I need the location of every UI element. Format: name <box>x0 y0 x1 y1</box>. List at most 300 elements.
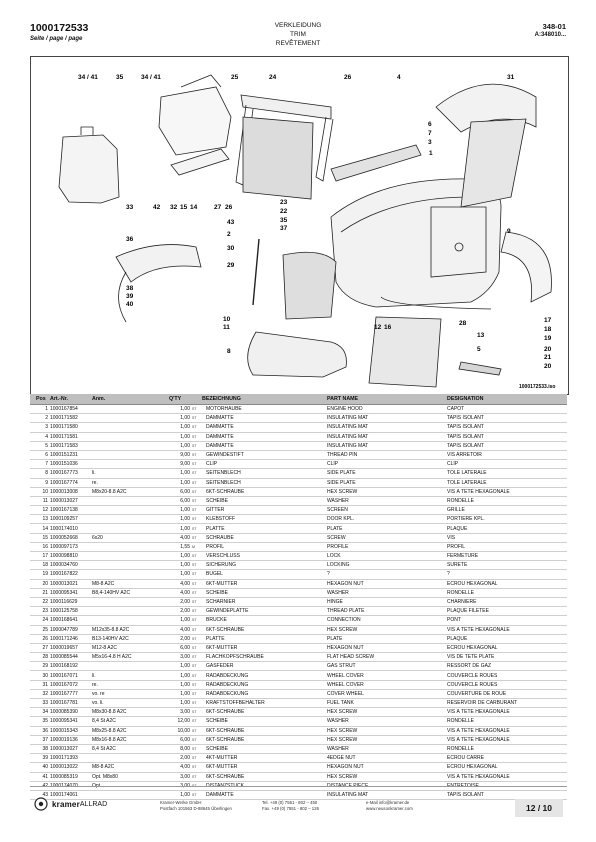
table-row <box>30 570 567 579</box>
cell-anm: M8-8 A2C <box>92 580 115 587</box>
brand-suffix: ALLRAD <box>79 800 108 808</box>
cell-pos: 21 <box>42 589 48 596</box>
cell-des: PONT <box>447 617 461 624</box>
cell-pos: 6 <box>45 452 48 459</box>
callout: 27 <box>214 204 222 211</box>
cell-qty: 2,00 <box>180 755 190 762</box>
cell-art: 1000034760 <box>50 562 78 569</box>
cell-art: 1000013008 <box>50 488 78 495</box>
cell-anm: M12x35-8.8 A2C <box>92 626 130 633</box>
cell-des: RÉSERVOIR DE CARBURANT <box>447 700 518 707</box>
serial-reference: A:348010... <box>534 32 566 38</box>
cell-anm: M8x30-8.8 A2C <box>92 709 127 716</box>
cell-qty: 1,00 <box>180 663 190 670</box>
callout: 3 <box>428 139 432 146</box>
callout: 17 <box>544 317 552 324</box>
table-body <box>30 405 567 800</box>
cell-unit: ST <box>192 407 197 412</box>
cell-qty: 3,00 <box>180 773 190 780</box>
callout: 10 <box>223 316 231 323</box>
cell-qty: 10,00 <box>177 727 190 734</box>
cell-art: 1000167854 <box>50 406 78 413</box>
cell-bez: 4KT-MUTTER <box>206 755 238 762</box>
cell-des: ÉCROU CARRÉ <box>447 755 484 762</box>
callout: 25 <box>231 74 239 81</box>
cell-part: HEX SCREW <box>327 736 358 743</box>
callout: 23 <box>280 199 288 206</box>
cell-des: RONDELLE <box>447 718 474 725</box>
cell-part: INSULATING MAT <box>327 424 369 431</box>
cell-unit: ST <box>192 517 197 522</box>
table-row <box>30 552 567 561</box>
cell-art: 1000174070 <box>50 782 78 789</box>
cell-pos: 22 <box>42 599 48 606</box>
cell-unit: ST <box>192 774 197 779</box>
callout: 1 <box>429 150 433 157</box>
cell-qty: 4,00 <box>180 534 190 541</box>
callout: 22 <box>280 208 288 215</box>
cell-bez: PLATTE <box>206 635 225 642</box>
cell-unit: ST <box>192 480 197 485</box>
cell-art: 1000174061 <box>50 791 78 798</box>
cell-unit: ST <box>192 701 197 706</box>
table-row <box>30 708 567 717</box>
cell-qty: 6,00 <box>180 736 190 743</box>
exploded-view-drawing <box>30 56 569 395</box>
table-row <box>30 626 567 635</box>
cell-des: VIS DE TÊTE PLATE <box>447 654 495 661</box>
cell-anm: 8,4 St A2C <box>92 718 116 725</box>
cell-unit: ST <box>192 600 197 605</box>
cell-unit: ST <box>192 554 197 559</box>
cell-bez: MOTORHAUBE <box>206 406 242 413</box>
cell-qty: 6,00 <box>180 497 190 504</box>
exploded-view-svg <box>31 57 568 394</box>
cell-qty: 1,00 <box>180 617 190 624</box>
callout: 8 <box>227 348 231 355</box>
callout: 42 <box>153 204 161 211</box>
cell-art: 1000097173 <box>50 543 78 550</box>
cell-art: 1000167774 <box>50 479 78 486</box>
cell-part: HEX SCREW <box>327 727 358 734</box>
cell-des: RONDELLE <box>447 746 474 753</box>
parts-table <box>30 394 567 800</box>
callout: 16 <box>384 324 392 331</box>
cell-anm: M8x20-8.8 A2C <box>92 488 127 495</box>
cell-unit: ST <box>192 609 197 614</box>
cell-unit: ST <box>192 563 197 568</box>
cell-unit: ST <box>192 719 197 724</box>
right-side-plate-shape <box>501 232 551 302</box>
cell-anm: 6x20 <box>92 534 103 541</box>
cell-part: SIDE PLATE <box>327 470 356 477</box>
cell-qty: 8,00 <box>180 746 190 753</box>
cell-part: WASHER <box>327 497 349 504</box>
cell-part: COVER WHEEL <box>327 690 364 697</box>
cell-part: GAS STRUT <box>327 663 356 670</box>
table-row <box>30 763 567 772</box>
cell-bez: BRÜCKE <box>206 617 227 624</box>
cell-des: ENTRETOISE <box>447 782 479 789</box>
cell-qty: 1,00 <box>180 690 190 697</box>
cell-unit: ST <box>192 618 197 623</box>
cell-bez: 6KT-SCHRAUBE <box>206 736 245 743</box>
cell-part: HEX SCREW <box>327 773 358 780</box>
cell-unit: ST <box>192 627 197 632</box>
cell-art: 1000125758 <box>50 608 78 615</box>
cell-unit: ST <box>192 636 197 641</box>
cell-art: 1000052668 <box>50 534 78 541</box>
cell-art: 1000019657 <box>50 644 78 651</box>
cell-des: PORTIÈRE KPL. <box>447 516 485 523</box>
cell-art: 1000168192 <box>50 663 78 670</box>
cell-qty: 1,00 <box>180 406 190 413</box>
fuel-tank-shape <box>59 135 119 203</box>
callout: 29 <box>227 262 235 269</box>
callout: 24 <box>269 74 277 81</box>
cell-pos: 28 <box>42 654 48 661</box>
cell-qty: 1,00 <box>180 470 190 477</box>
cell-anm: re. <box>92 681 98 688</box>
table-row <box>30 451 567 460</box>
title-de: VERKLEIDUNG <box>274 22 322 29</box>
cell-art: 1000171582 <box>50 415 78 422</box>
cell-bez: VERSCHLUSS <box>206 553 240 560</box>
cell-unit: ST <box>192 462 197 467</box>
table-row <box>30 653 567 662</box>
callout: 32 <box>170 204 178 211</box>
cell-bez: DÄMMATTE <box>206 791 234 798</box>
cell-part: HEX SCREW <box>327 626 358 633</box>
brand-circle-icon <box>34 797 48 811</box>
cell-des: TAPIS ISOLANT <box>447 433 484 440</box>
callout: 35 <box>280 217 288 224</box>
cell-bez: BÜGEL <box>206 571 223 578</box>
cell-des: VIS À TÊTE HEXAGONALE <box>447 727 510 734</box>
company-web <box>366 800 413 812</box>
cell-part: LOCK <box>327 553 341 560</box>
cell-qty: 2,00 <box>180 635 190 642</box>
cell-pos: 25 <box>42 626 48 633</box>
cell-bez: DÄMMATTE <box>206 433 234 440</box>
left-wheel-cover-shape <box>116 245 201 282</box>
callout: 33 <box>126 204 134 211</box>
cell-pos: 30 <box>42 672 48 679</box>
table-row <box>30 506 567 515</box>
table-row <box>30 433 567 442</box>
cell-des: RESSORT DE GAZ <box>447 663 491 670</box>
cell-anm: B13-140HV A2C <box>92 635 129 642</box>
cell-part: FUEL TANK <box>327 700 354 707</box>
cell-qty: 3,00 <box>180 654 190 661</box>
callout: 31 <box>507 74 515 81</box>
telephone: Tel. +49 (0) 7551 - 802 – 450 <box>262 800 318 805</box>
cell-unit: ST <box>192 756 197 761</box>
cell-pos: 20 <box>42 580 48 587</box>
cell-part: LOCKING <box>327 562 350 569</box>
cell-bez: FLACHKOPFSCHRAUBE <box>206 654 264 661</box>
cell-qty: 2,00 <box>180 599 190 606</box>
cell-bez: KRAFTSTOFFBEHÄLTER <box>206 700 265 707</box>
cell-bez: RADABDECKUNG <box>206 690 249 697</box>
table-row <box>30 534 567 543</box>
cell-part: THREAD PIN <box>327 452 358 459</box>
cell-qty: 3,00 <box>180 709 190 716</box>
cell-bez: SCHEIBE <box>206 746 228 753</box>
header-pos: Pos <box>36 396 46 402</box>
cell-art: 1000167773 <box>50 470 78 477</box>
cell-qty: 1,00 <box>180 525 190 532</box>
header-part-name: PART NAME <box>327 396 359 402</box>
callout: 26 <box>225 204 233 211</box>
cell-art: 1000013027 <box>50 746 78 753</box>
table-row <box>30 681 567 690</box>
table-row <box>30 727 567 736</box>
cell-bez: 6KT-SCHRAUBE <box>206 488 245 495</box>
cell-qty: 1,00 <box>180 516 190 523</box>
cell-unit: ST <box>192 792 197 797</box>
cell-unit: ST <box>192 526 197 531</box>
cell-art: 1000095341 <box>50 718 78 725</box>
cell-unit: ST <box>192 710 197 715</box>
cell-part: ENGINE HOOD <box>327 406 363 413</box>
cell-pos: 36 <box>42 727 48 734</box>
table-row <box>30 423 567 432</box>
callout: 40 <box>126 301 134 308</box>
cell-qty: 1,55 <box>180 543 190 550</box>
cell-pos: 3 <box>45 424 48 431</box>
cell-des: ÉCROU HEXAGONAL <box>447 764 498 771</box>
cell-unit: ST <box>192 737 197 742</box>
cell-des: FERMETURE <box>447 553 479 560</box>
cell-bez: DÄMMATTE <box>206 442 234 449</box>
cell-unit: ST <box>192 747 197 752</box>
cell-unit: ST <box>192 691 197 696</box>
cell-qty: 1,00 <box>180 415 190 422</box>
document-title <box>0 21 596 48</box>
table-row <box>30 589 567 598</box>
cell-qty: 1,00 <box>180 442 190 449</box>
cell-unit: ST <box>192 682 197 687</box>
cell-pos: 37 <box>42 736 48 743</box>
page-number: 12 / 10 <box>515 799 563 817</box>
cell-art: 1000116629 <box>50 599 78 606</box>
cell-anm: M5x16-4.8 H A2C <box>92 654 132 661</box>
cell-des: COUVERTURE DE ROUE <box>447 690 507 697</box>
cell-qty: 1,00 <box>180 433 190 440</box>
callout: 12 <box>374 324 382 331</box>
cell-part: PLATE <box>327 635 343 642</box>
callout: 2 <box>227 231 231 238</box>
cell-pos: 4 <box>45 433 48 440</box>
table-row <box>30 635 567 644</box>
cell-bez: PROFIL <box>206 543 225 550</box>
cell-des: TAPIS ISOLANT <box>447 442 484 449</box>
cell-qty: 1,00 <box>180 479 190 486</box>
cell-des: ? <box>447 571 450 578</box>
cell-qty: 4,00 <box>180 580 190 587</box>
cell-part: HINGE <box>327 599 343 606</box>
cell-part: WHEEL COVER <box>327 681 364 688</box>
cell-bez: RADABDECKUNG <box>206 672 249 679</box>
cell-art: 1000167781 <box>50 700 78 707</box>
cell-des: PLAQUE <box>447 525 468 532</box>
cell-qty: 2,00 <box>180 608 190 615</box>
cell-pos: 29 <box>42 663 48 670</box>
cell-qty: 1,00 <box>180 571 190 578</box>
cell-bez: RADABDECKUNG <box>206 681 249 688</box>
cell-des: CAPOT <box>447 406 465 413</box>
cell-part: SCREW <box>327 534 346 541</box>
cell-pos: 35 <box>42 718 48 725</box>
cell-des: PLAQUE FILETÉE <box>447 608 489 615</box>
callout: 18 <box>544 326 552 333</box>
cell-anm: li. <box>92 470 96 477</box>
header-bezeichnung: BEZEICHNUNG <box>202 396 241 402</box>
cell-pos: 27 <box>42 644 48 651</box>
table-row <box>30 699 567 708</box>
cell-des: VIS À TÊTE HEXAGONALE <box>447 773 510 780</box>
callout: 11 <box>223 324 230 331</box>
cell-pos: 1 <box>45 406 48 413</box>
cell-art: 1000174010 <box>50 525 78 532</box>
left-side-plate-shape <box>248 332 347 377</box>
insulating-mat-dotted <box>243 117 313 199</box>
table-row <box>30 717 567 726</box>
table-row <box>30 561 567 570</box>
cell-des: VIS À TÊTE HEXAGONALE <box>447 709 510 716</box>
cell-des: RONDELLE <box>447 589 474 596</box>
callout: 20 <box>544 346 552 353</box>
cell-part: INSULATING MAT <box>327 433 369 440</box>
cell-bez: DÄMMATTE <box>206 415 234 422</box>
cell-anm: li. <box>92 672 96 679</box>
cell-des: TAPIS ISOLANT <box>447 415 484 422</box>
cell-unit: ST <box>192 765 197 770</box>
cell-qty: 3,00 <box>180 782 190 789</box>
cell-des: PROFIL <box>447 543 466 550</box>
cell-part: CLIP <box>327 461 339 468</box>
cell-bez: GEWINDEPLATTE <box>206 608 249 615</box>
cell-bez: 6KT-SCHRAUBE <box>206 709 245 716</box>
insulating-mat-top <box>331 145 421 181</box>
cell-art: 1000151036 <box>50 461 78 468</box>
cell-bez: DÄMMATTE <box>206 424 234 431</box>
cell-pos: 15 <box>42 534 48 541</box>
cell-art: 1000085544 <box>50 654 78 661</box>
callout: 21 <box>544 354 552 361</box>
table-row <box>30 442 567 451</box>
cell-part: INSULATING MAT <box>327 415 369 422</box>
cell-des: CHARNIÈRE <box>447 599 477 606</box>
table-row <box>30 543 567 552</box>
table-row <box>30 745 567 754</box>
cell-pos: 32 <box>42 690 48 697</box>
cell-art: 1000015343 <box>50 727 78 734</box>
cell-art: 1000167071 <box>50 672 78 679</box>
cell-des: ÉCROU HEXAGONAL <box>447 580 498 587</box>
cell-part: THREAD PLATE <box>327 608 365 615</box>
group-code: 348-01 <box>542 22 566 31</box>
cell-art: 1000171581 <box>50 433 78 440</box>
table-row <box>30 414 567 423</box>
table-row <box>30 524 567 533</box>
callout: 26 <box>344 74 352 81</box>
cell-bez: 6KT-MUTTER <box>206 764 238 771</box>
cell-pos: 31 <box>42 681 48 688</box>
cell-anm: Opt. M8x80 <box>92 773 118 780</box>
table-row <box>30 479 567 488</box>
cell-pos: 17 <box>42 553 48 560</box>
table-row <box>30 671 567 680</box>
cell-pos: 12 <box>42 507 48 514</box>
cell-pos: 8 <box>45 470 48 477</box>
cell-part: DOOR KPL. <box>327 516 355 523</box>
cell-part: ? <box>327 571 330 578</box>
cell-anm: M12-8 A2C <box>92 644 118 651</box>
cell-art: 1000013021 <box>50 580 78 587</box>
cell-art: 1000151231 <box>50 452 78 459</box>
cell-des: TAPIS ISOLANT <box>447 791 484 798</box>
cell-qty: 4,00 <box>180 764 190 771</box>
cell-anm: vo. li. <box>92 700 104 707</box>
cell-unit: ST <box>192 581 197 586</box>
company-address <box>160 800 232 812</box>
cell-bez: SCHEIBE <box>206 718 228 725</box>
cell-part: SCREEN <box>327 507 348 514</box>
callout: 38 <box>126 285 134 292</box>
cell-art: 1000171393 <box>50 755 78 762</box>
cell-bez: 6KT-MUTTER <box>206 644 238 651</box>
cell-pos: 11 <box>42 497 48 504</box>
header-designation: DESIGNATION <box>447 396 484 402</box>
cell-des: PLAQUE <box>447 635 468 642</box>
cell-bez: SCHRAUBE <box>206 534 234 541</box>
cell-qty: 1,00 <box>180 700 190 707</box>
cell-art: 1000171246 <box>50 635 78 642</box>
cell-anm: vo. re <box>92 690 105 697</box>
cell-unit: ST <box>192 434 197 439</box>
cell-pos: 42 <box>42 782 48 789</box>
cell-art: 1000098810 <box>50 553 78 560</box>
cell-unit: ST <box>192 416 197 421</box>
cell-bez: GITTER <box>206 507 225 514</box>
cell-part: INSULATING MAT <box>327 442 369 449</box>
cell-qty: 1,00 <box>180 562 190 569</box>
company-postal: Postfach 101563 D-88645 Überlingen <box>160 806 232 811</box>
cell-bez: GEWINDESTIFT <box>206 452 244 459</box>
header-remark: Anm. <box>92 396 106 402</box>
cell-des: VIS À TÊTE HEXAGONALE <box>447 488 510 495</box>
cell-qty: 1,00 <box>180 424 190 431</box>
cell-anm: M8x16-8.8 A2C <box>92 736 127 743</box>
cell-art: 1000167777 <box>50 690 78 697</box>
cell-unit: ST <box>192 572 197 577</box>
callout: 19 <box>544 335 552 342</box>
cell-des: VIS ARRÊTOIR <box>447 452 482 459</box>
table-row <box>30 580 567 589</box>
cell-part: 4EDGE NUT <box>327 755 356 762</box>
cell-art: 1000095341 <box>50 589 78 596</box>
cell-bez: 6KT-MUTTER <box>206 580 238 587</box>
table-row <box>30 773 567 782</box>
table-row <box>30 644 567 653</box>
cell-des: COUVERCLE ROUES <box>447 681 498 688</box>
callout: 7 <box>428 130 432 137</box>
cell-des: TÔLE LATÉRALE <box>447 479 487 486</box>
table-row <box>30 607 567 616</box>
callout: 13 <box>477 332 485 339</box>
